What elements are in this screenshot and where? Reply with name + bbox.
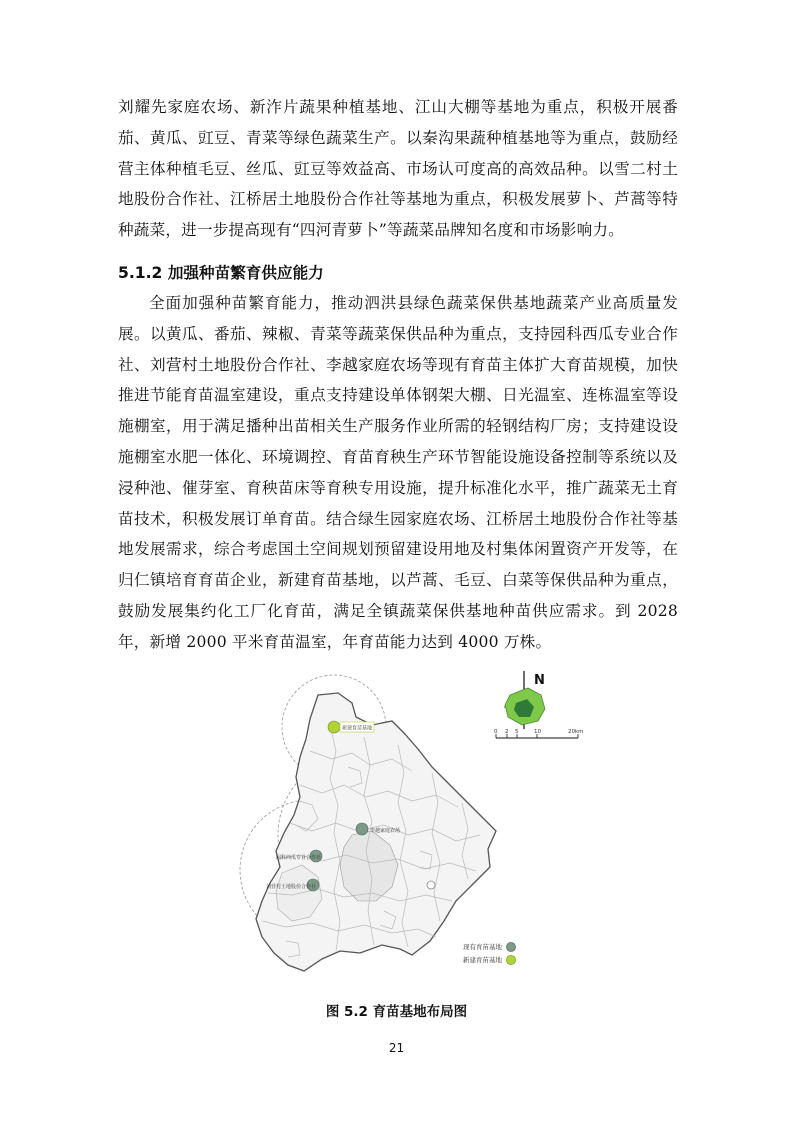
scale-tick: 10 bbox=[534, 729, 541, 735]
scale-tick: 20km bbox=[568, 729, 584, 735]
site-label: 园科西瓜专业合作社 bbox=[276, 855, 322, 861]
scale-tick: 5 bbox=[515, 729, 519, 735]
legend-planned-label: 新建育苗基地 bbox=[463, 956, 502, 964]
legend-existing-label: 现有育苗基地 bbox=[463, 943, 502, 951]
nursery-base-map-figure bbox=[0, 655, 793, 1000]
figure-caption: 图 5.2 育苗基地布局图 bbox=[325, 1004, 468, 1020]
paragraph-1: 刘耀先家庭农场、新泎片蔬果种植基地、江山大棚等基地为重点，积极开展番茄、黄瓜、豇豆、青菜等绿色蔬菜生产。以秦沟果蔬种植基地等为重点，鼓励经营主体种植毛豆、丝瓜、豇豆等效益高、市场认可度高的高效品种。以雪二村土地股份合作社、江桥居土地股份合作社等基地为重点，积极发展萝卜、芦蒿等特种蔬菜，进一步提高现有“四河青萝卜”等蔬菜品牌知名度和市场影响力。 bbox=[118, 98, 678, 240]
inset-locator-map bbox=[505, 688, 545, 725]
lake bbox=[427, 881, 435, 889]
site-marker-planned-north bbox=[328, 721, 374, 733]
legend-existing-swatch bbox=[506, 942, 515, 951]
legend-planned-swatch bbox=[506, 955, 515, 964]
scale-tick: 0 bbox=[494, 729, 498, 735]
svg-text:N: N bbox=[534, 673, 545, 688]
site-label: 刘营村土地股份合作社 bbox=[266, 884, 317, 890]
site-label: 李越家庭农场 bbox=[370, 828, 401, 834]
site-label: 新建育苗基地 bbox=[342, 725, 373, 732]
paragraph-2: 全面加强种苗繁育能力，推动泗洪县绿色蔬菜保供基地蔬菜产业高质量发展。以黄瓜、番茄、辣椒、青菜等蔬菜保供品种为重点，支持园科西瓜专业合作社、刘营村土地股份合作社、李越家庭农场等现有育苗主体扩大育苗规模，加快推进节能育苗温室建设，重点支持建设单体钢架大棚、日光温室、连栋温室等设施棚室，用于满足播种出苗相关生产服务作业所需的轻钢结构厂房；支持建设设施棚室水肥一体化、环境调控、育苗育秧生产环节智能设施设备控制等系统以及浸种池、催芽室、育秧苗床等育秧专用设施，提升标准化水平，推广蔬菜无土育苗技术，积极发展订单育苗。结合绿生园家庭农场、江桥居土地股份合作社等基地发展需求，综合考虑国土空间规划预留建设用地及村集体闲置资产开发等，在归仁镇培育育苗企业，新建育苗基地，以芦蒿、毛豆、白菜等保供品种为重点，鼓励发展集约化工厂化育苗，满足全镇蔬菜保供基地种苗供应需求。到 2028 年，新增 2000 平米育苗温室，年育苗能力达到 4000 万株。 bbox=[118, 294, 678, 651]
map-svg bbox=[0, 655, 793, 1000]
scale-tick: 2 bbox=[505, 729, 509, 735]
map-legend bbox=[463, 942, 516, 965]
scale-bar bbox=[494, 729, 584, 738]
page-number: 21 bbox=[388, 1041, 405, 1055]
section-heading: 5.1.2 加强种苗繁育供应能力 bbox=[118, 264, 324, 282]
